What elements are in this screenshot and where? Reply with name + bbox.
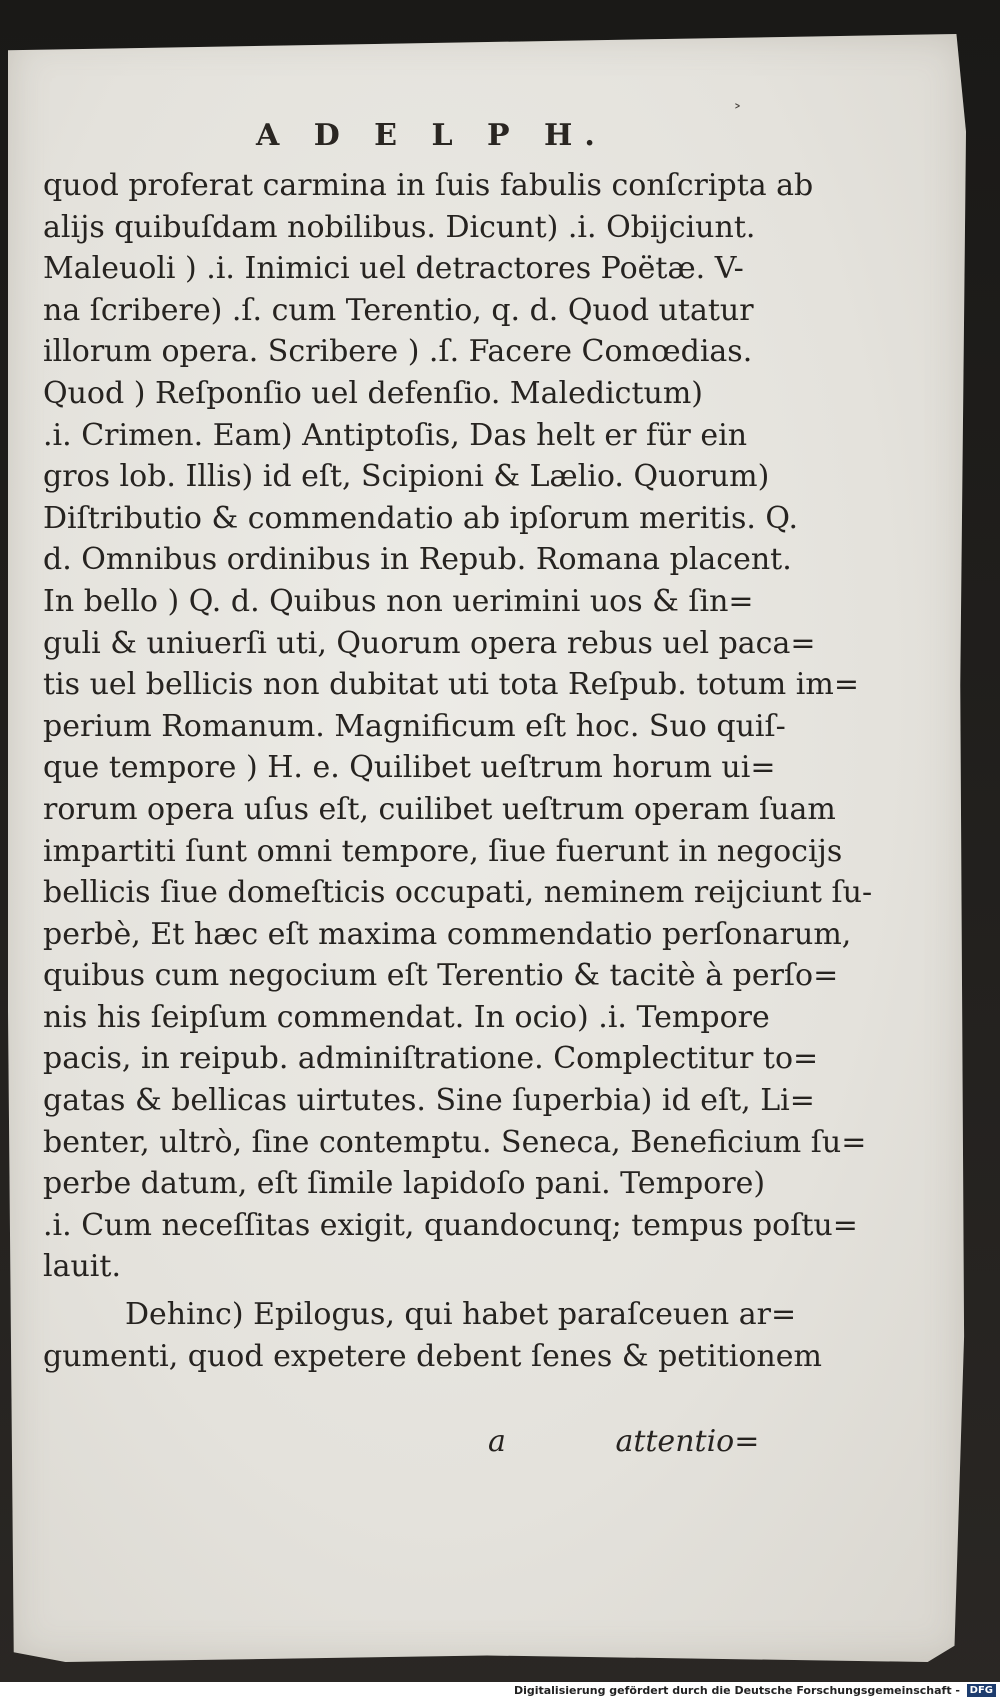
text-line: impartiti ſunt omni tempore, ſiue fuerunt in negocijs	[43, 833, 843, 869]
running-header: A D E L P H.	[256, 118, 607, 153]
text-line: Maleuoli ) .i. Inimici uel detractores Poëtæ. V-	[43, 251, 744, 287]
text-line: pacis, in reipub. adminiſtratione. Complectitur to=	[43, 1041, 819, 1077]
text-line: .i. Crimen. Eam) Antiptoſis, Das helt er für ein	[43, 417, 748, 453]
text-line: quod proferat carmina in ſuis fabulis conſcripta ab	[43, 168, 814, 203]
text-line: perium Romanum. Magnificum eſt hoc. Suo quiſ-	[43, 708, 786, 744]
body-text	[43, 165, 873, 1377]
corner-mark: ˃	[733, 102, 742, 123]
text-line: gumenti, quod expetere debent ſenes & petitionem	[43, 1338, 822, 1374]
text-line: alijs quibuſdam nobilibus. Dicunt) .i. Obijciunt.	[43, 209, 756, 245]
funding-credit: Digitalisierung gefördert durch die Deutsche Forschungsgemeinschaft -	[513, 1684, 960, 1697]
text-line: rorum opera uſus eſt, cuilibet ueſtrum operam ſuam	[43, 791, 836, 827]
catchword: attentio=	[615, 1424, 760, 1459]
text-line: illorum opera. Scribere ) .ſ. Facere Comœdias.	[43, 334, 753, 370]
text-line: tis uel bellicis non dubitat uti tota Reſpub. totum im=	[43, 667, 859, 703]
text-line: perbè, Et hæc eſt maxima commendatio perſonarum,	[43, 916, 852, 952]
text-line: d. Omnibus ordinibus in Repub. Romana placent.	[43, 542, 792, 578]
text-line: .i. Cum neceſſitas exigit, quandocunq; tempus poſtu=	[43, 1207, 858, 1243]
text-line: quibus cum negocium eſt Terentio & tacitè à perſo=	[43, 958, 839, 994]
paragraph-start-line: Dehinc) Epilogus, qui habet paraſceuen ar=	[125, 1297, 797, 1333]
text-line: guli & uniuerſi uti, Quorum opera rebus uel paca=	[43, 625, 816, 661]
text-line: perbe datum, eſt ſimile lapidoſo pani. Tempore)	[43, 1166, 766, 1202]
text-line: que tempore ) H. e. Quilibet ueſtrum horum ui=	[43, 750, 776, 786]
text-line: lauit.	[43, 1249, 121, 1285]
text-line: gros lob. Illis) id eſt, Scipioni & Lælio. Quorum)	[43, 459, 770, 495]
text-line: na ſcribere) .ſ. cum Terentio, q. d. Quod utatur	[43, 292, 754, 328]
text-line: Quod ) Reſponſio uel defenſio. Maledictum)	[43, 375, 704, 411]
text-line: nis his ſeipſum commendat. In ocio) .i. Tempore	[43, 999, 770, 1035]
text-line: Diſtributio & commendatio ab ipſorum meritis. Q.	[43, 500, 799, 536]
dfg-logo: DFG	[967, 1684, 996, 1697]
text-line: bellicis ſiue domeſticis occupati, neminem reijciunt ſu-	[43, 875, 873, 911]
text-line: benter, ultrò, ſine contemptu. Seneca, Beneficium ſu=	[43, 1124, 867, 1160]
text-line: In bello ) Q. d. Quibus non uerimini uos & ſin=	[43, 583, 754, 619]
catchline	[488, 1424, 759, 1459]
text-line: gatas & bellicas uirtutes. Sine ſuperbia) id eſt, Li=	[43, 1083, 815, 1119]
signature-mark: a	[488, 1424, 506, 1459]
